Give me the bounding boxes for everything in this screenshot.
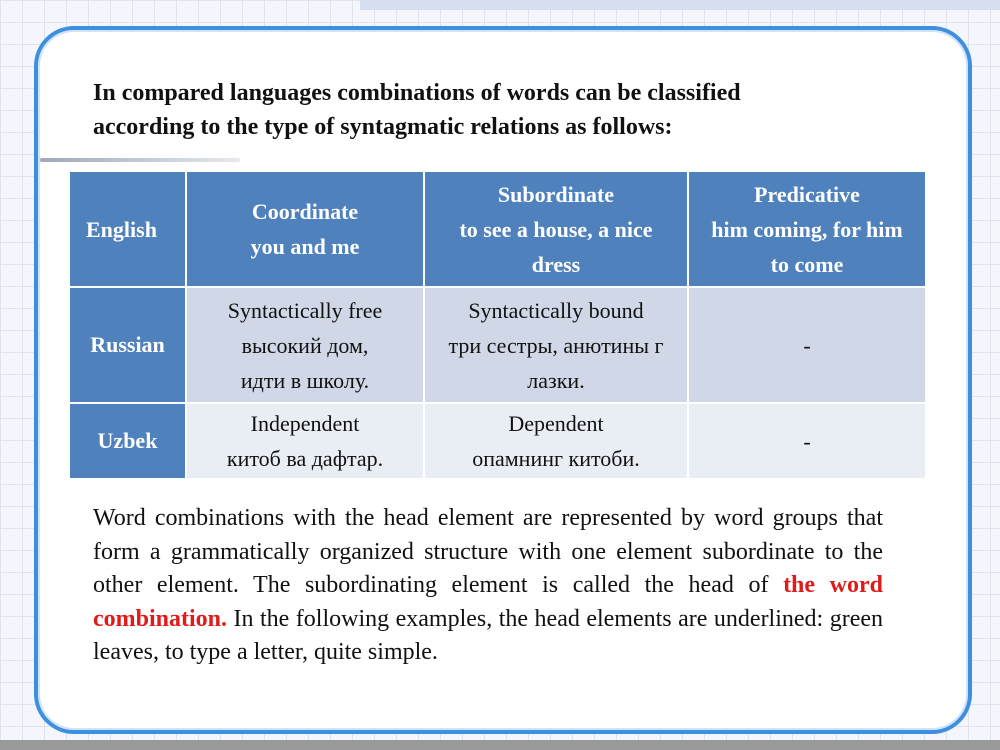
- heading-line-1: In compared languages combinations of words can be classified: [93, 80, 741, 106]
- cell-russian-coordinate: [186, 287, 424, 403]
- header-line: him coming, for him: [711, 216, 903, 242]
- row-label-uzbek: Uzbek: [69, 403, 186, 479]
- header-line: Subordinate: [497, 181, 615, 207]
- classification-table: [68, 170, 927, 480]
- cell-line: высокий дом,: [241, 332, 369, 358]
- bottom-bar: [0, 740, 1000, 750]
- table-row-uzbek: [69, 403, 926, 479]
- heading-line-2: according to the type of syntagmatic relations as follows:: [93, 114, 673, 140]
- cell-line: идти в школу.: [240, 367, 370, 393]
- cell-line: опамнинг китоби.: [472, 446, 640, 471]
- header-cell-coordinate: [186, 171, 424, 287]
- header-cell-predicative: [688, 171, 926, 287]
- cell-line: Syntactically bound: [468, 297, 644, 323]
- table-header-row: [69, 171, 926, 287]
- cell-russian-predicative: [688, 287, 926, 403]
- header-line: Predicative: [754, 181, 860, 207]
- cell-line: Dependent: [508, 411, 604, 436]
- cell-line: -: [803, 428, 811, 454]
- table-row-russian: [69, 287, 926, 403]
- header-cell-subordinate: [424, 171, 688, 287]
- cell-uzbek-predicative: [688, 403, 926, 479]
- cell-russian-subordinate: [424, 287, 688, 403]
- cell-uzbek-coordinate: [186, 403, 424, 479]
- cell-line: три сестры, анютины г: [448, 332, 664, 358]
- body-paragraph: [93, 502, 883, 670]
- paragraph-text-end: In the following examples, the head elements are underlined: green leaves, to type a letter, quite simple.: [93, 605, 883, 665]
- header-line: Coordinate: [251, 199, 359, 224]
- decorative-divider: [40, 158, 240, 162]
- cell-line: китоб ва дафтар.: [226, 446, 384, 471]
- cell-line: лазки.: [527, 367, 585, 393]
- paragraph-text-start: Word combinations with the head element are represented by word groups that form a grammatically organized structure with one element subordinate to the other element. The subordinating element is called the head of: [93, 505, 883, 598]
- cell-uzbek-subordinate: [424, 403, 688, 479]
- top-band: [360, 0, 1000, 10]
- slide-heading: [93, 76, 893, 144]
- header-line: to come: [770, 251, 844, 277]
- row-label-russian: Russian: [69, 287, 186, 403]
- header-line: dress: [531, 251, 581, 277]
- cell-line: Independent: [250, 411, 360, 436]
- header-line: to see a house, a nice: [459, 216, 653, 242]
- highlighted-term: the word combination.: [93, 572, 883, 632]
- header-cell-english: English: [69, 171, 186, 287]
- cell-line: Syntactically free: [227, 297, 383, 323]
- header-line: you and me: [250, 234, 360, 259]
- cell-line: -: [803, 332, 811, 358]
